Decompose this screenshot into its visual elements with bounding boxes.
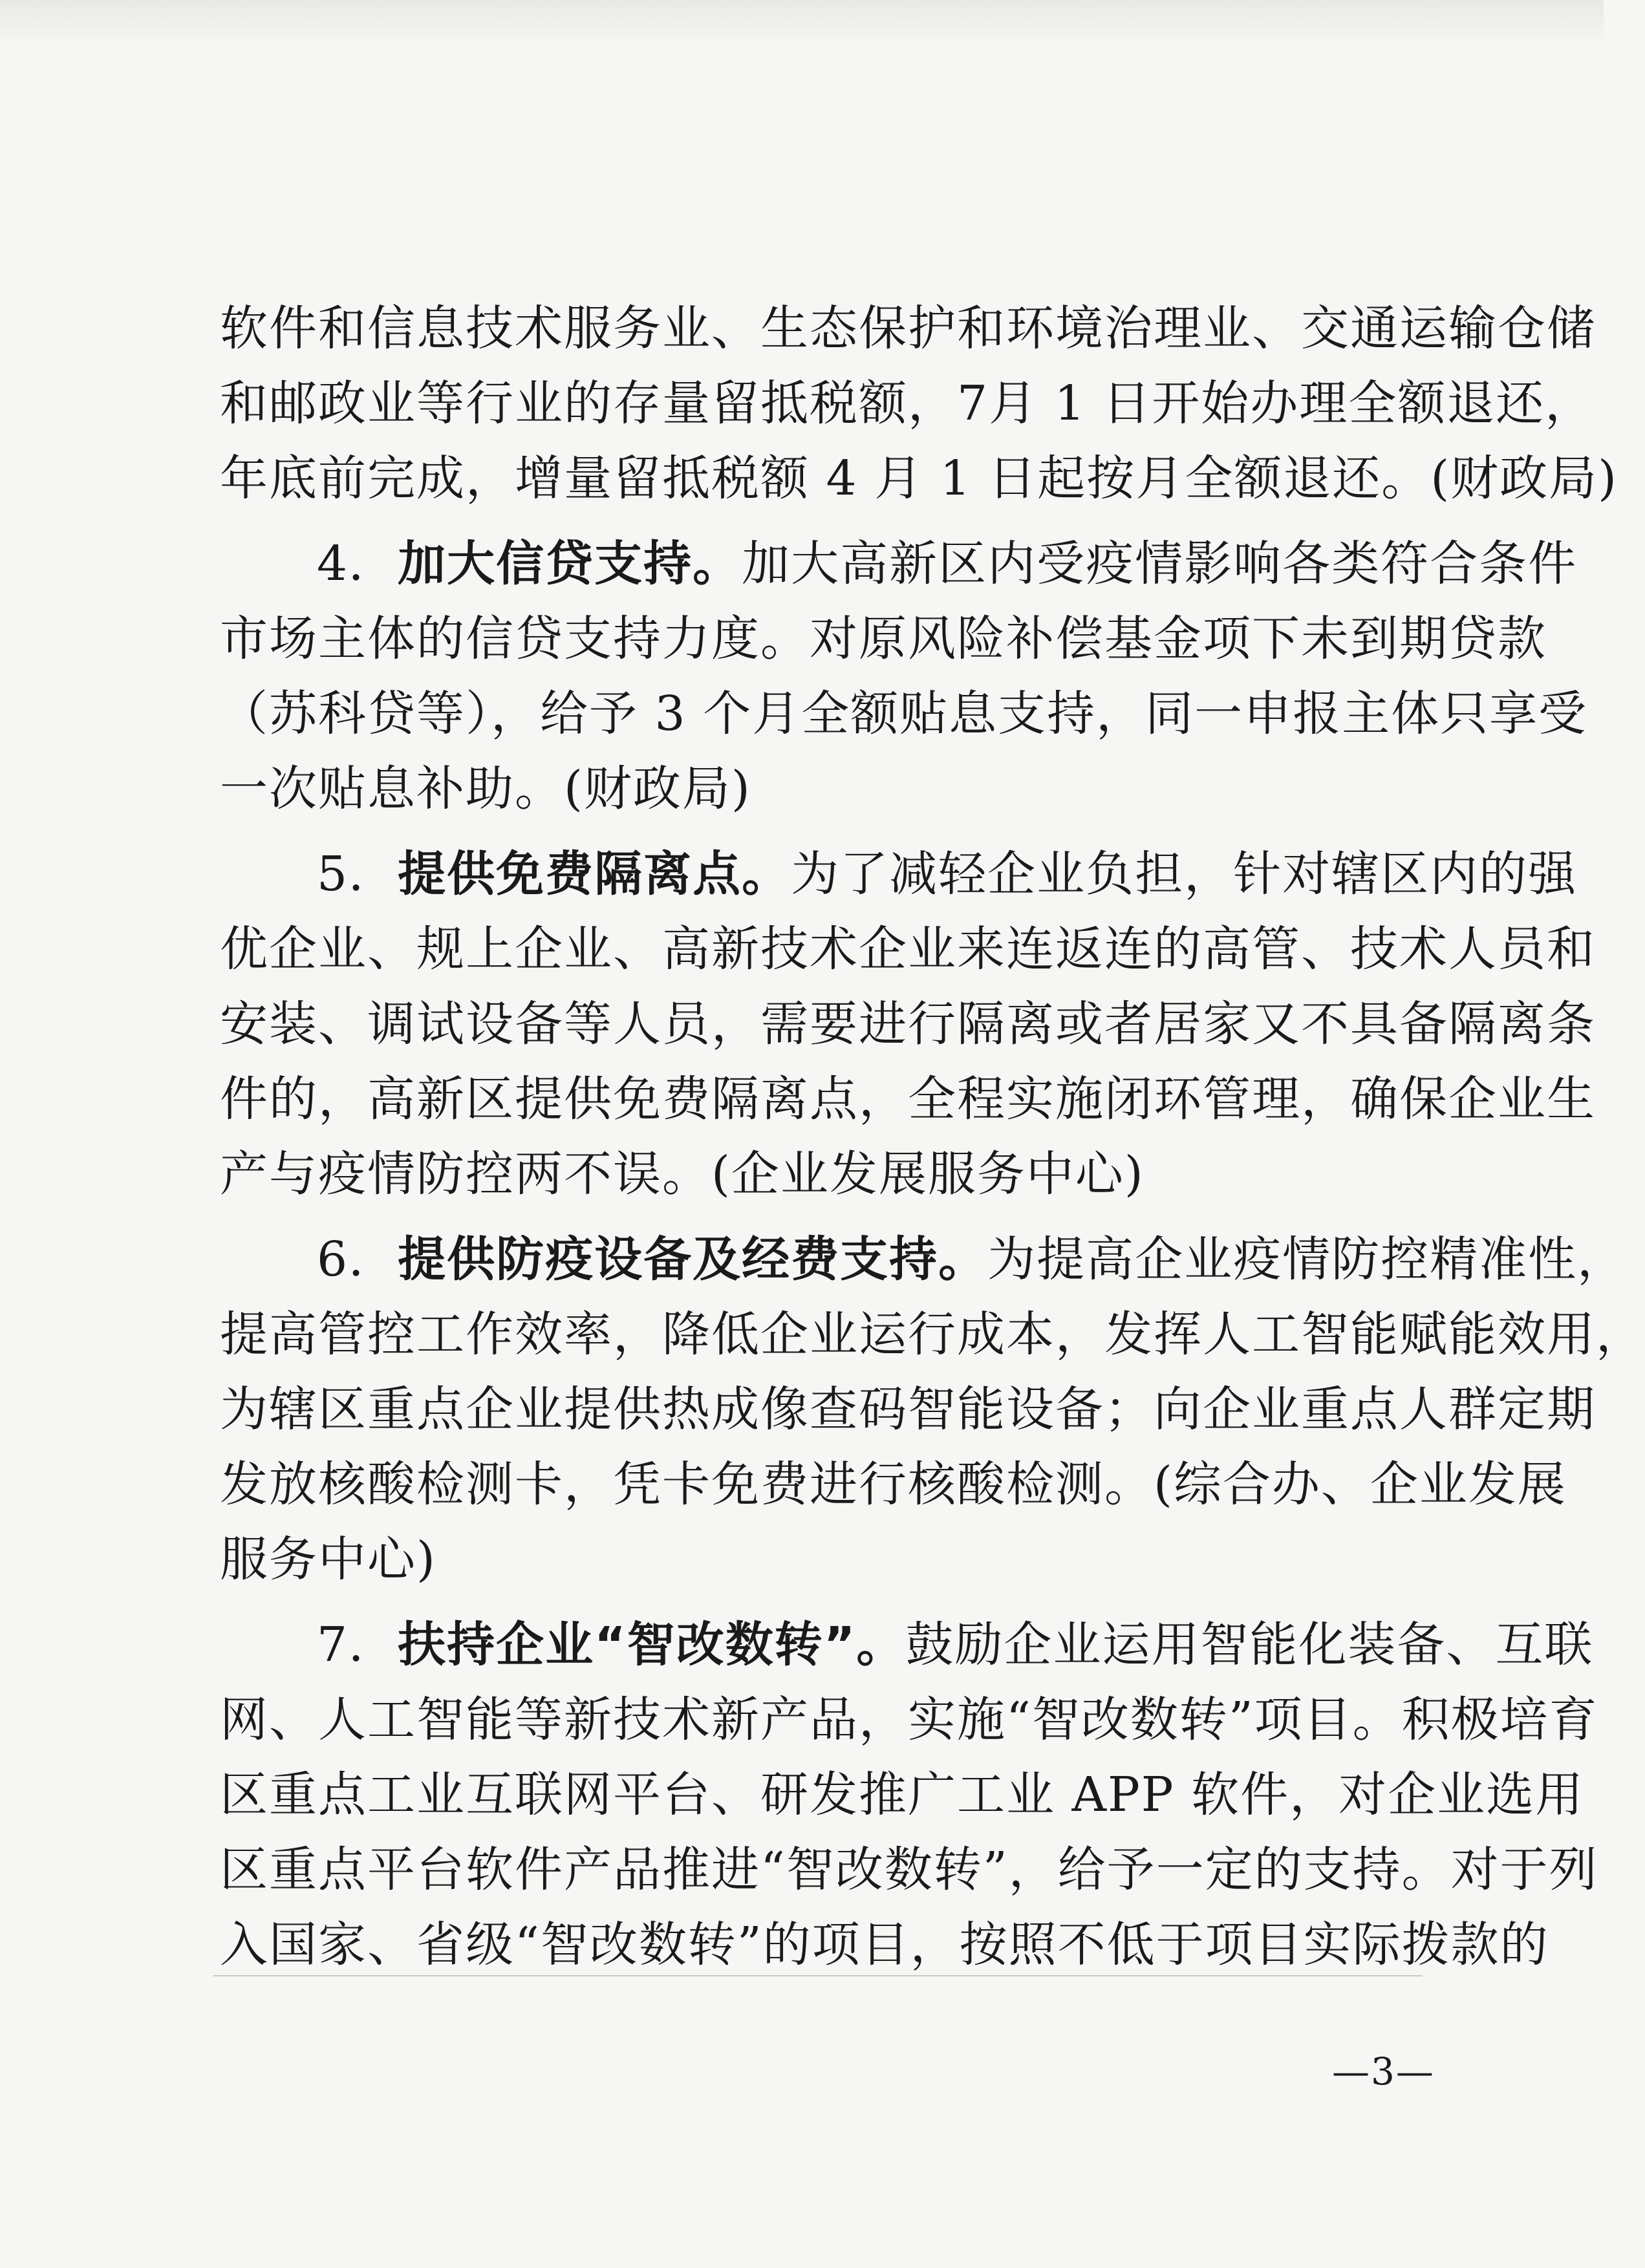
text-line: 产与疫情防控两不误。(企业发展服务中心) xyxy=(220,1146,1145,1202)
item-text: 加大高新区内受疫情影响各类符合条件 xyxy=(742,536,1578,592)
page-number: —3— xyxy=(1332,2049,1435,2093)
scan-shadow xyxy=(0,0,1604,45)
item-4 xyxy=(220,526,1588,826)
item-6 xyxy=(220,1222,1645,1597)
text-line: 一次贴息补助。(财政局) xyxy=(220,761,751,817)
item-number: 4． xyxy=(317,536,398,592)
text-line: 为辖区重点企业提供热成像查码智能设备；向企业重点人群定期 xyxy=(220,1382,1596,1437)
item-first-line xyxy=(220,1607,1594,1682)
item-number: 7． xyxy=(317,1617,398,1673)
item-7 xyxy=(220,1607,1598,1982)
bottom-divider xyxy=(213,1975,1423,1976)
item-first-line xyxy=(220,1222,1627,1297)
item-text: 鼓励企业运用智能化装备、互联 xyxy=(905,1617,1594,1673)
text-line: 年底前完成，增量留抵税额 4 月 1 日起按月全额退还。(财政局) xyxy=(220,451,1618,506)
text-line: 区重点工业互联网平台、研发推广工业 APP 软件，对企业选用 xyxy=(220,1767,1585,1823)
text-line: 入国家、省级“智改数转”的项目，按照不低于项目实际拨款的 xyxy=(220,1917,1549,1973)
text-line: 优企业、规上企业、高新技术企业来连返连的高管、技术人员和 xyxy=(220,921,1596,977)
item-first-line xyxy=(220,526,1578,601)
text-line: 市场主体的信贷支持力度。对原风险补偿基金项下未到期贷款 xyxy=(220,611,1547,667)
text-line: 服务中心) xyxy=(220,1532,436,1587)
item-heading: 加大信贷支持。 xyxy=(398,536,742,592)
item-5 xyxy=(220,837,1596,1212)
paragraph-continued xyxy=(220,291,1618,516)
text-line: 和邮政业等行业的存量留抵税额，7月 1 日开始办理全额退还， xyxy=(220,376,1595,431)
text-line: 提高管控工作效率，降低企业运行成本，发挥人工智能赋能效用， xyxy=(220,1307,1645,1362)
item-heading: 提供防疫设备及经费支持。 xyxy=(398,1232,988,1287)
item-number: 5． xyxy=(317,846,398,902)
text-line: 区重点平台软件产品推进“智改数转”，给予一定的支持。对于列 xyxy=(220,1842,1598,1898)
item-first-line xyxy=(220,837,1578,912)
item-number: 6． xyxy=(317,1232,398,1287)
text-line: 网、人工智能等新技术新产品，实施“智改数转”项目。积极培育 xyxy=(220,1692,1598,1748)
item-text: 为了减轻企业负担，针对辖区内的强 xyxy=(791,846,1578,902)
document-body xyxy=(220,291,1645,1993)
item-text: 为提高企业疫情防控精准性， xyxy=(987,1232,1627,1287)
text-line: 软件和信息技术服务业、生态保护和环境治理业、交通运输仓储 xyxy=(220,301,1596,356)
text-line: 安装、调试设备等人员，需要进行隔离或者居家又不具备隔离条 xyxy=(220,996,1596,1052)
item-heading: 提供免费隔离点。 xyxy=(398,846,791,902)
text-line: 发放核酸检测卡，凭卡免费进行核酸检测。(综合办、企业发展 xyxy=(220,1457,1567,1512)
item-heading: 扶持企业“智改数转”。 xyxy=(398,1617,906,1673)
text-line: 件的，高新区提供免费隔离点，全程实施闭环管理，确保企业生 xyxy=(220,1071,1596,1127)
text-line: （苏科贷等），给予 3 个月全额贴息支持，同一申报主体只享受 xyxy=(220,686,1588,742)
